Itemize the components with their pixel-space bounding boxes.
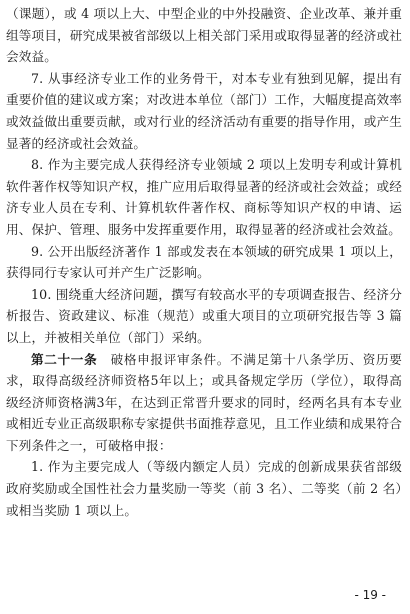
paragraph-continuation: （课题），或 4 项以上大、中型企业的中外投融资、企业改革、兼并重组等项目，研究成果被省部级以上相关部门采用或取得显著的经济或社会效益。 (6, 6, 402, 65)
paragraph-item-7: 7. 从事经济专业工作的业务骨干，对本专业有独到见解，提出有重要价值的建议或方案；对改进本单位（部门）工作，大幅度提高效率或效益做出重要贡献，或对行业的经济活动有重要的指导作用，或产生显著的经济或社会效益。 (6, 70, 402, 151)
document-body (6, 3, 402, 521)
paragraph-item-9: 9. 公开出版经济著作 1 部或发表在本领域的研究成果 1 项以上，获得同行专家认可并产生广泛影响。 (6, 243, 402, 281)
article-21-body: 破格申报评审条件。不满足第十八条学历、资历要求，取得高级经济师资格5年以上；或具备规定学历（学位），取得高级经济师资格满3年，在达到正常晋升要求的同时，经两名具有本专业或相近专业正高级职称专家提供书面推荐意见，且工作业绩和成果符合下列条件之一，可破格申报： (6, 351, 402, 453)
paragraph-item-8: 8. 作为主要完成人获得经济专业领域 2 项以上发明专利或计算机软件著作权等知识产权，推广应用后取得显著的经济或社会效益；或经济专业人员在专利、计算机软件著作权、商标等知识产权的申请、运用、保护、管理、服务中发挥重要作用，取得显著的经济或社会效益。 (6, 157, 402, 237)
article-21-heading: 第二十一条 (31, 351, 98, 367)
page-number: - 19 - (354, 588, 386, 602)
article-21-paragraph (6, 349, 402, 457)
paragraph-breakthrough-item-1: 1. 作为主要完成人（等级内额定人员）完成的创新成果获省部级政府奖励或全国性社会力量奖励一等奖（前 3 名）、二等奖（前 2 名）或相当奖励 1 项以上。 (6, 459, 402, 518)
paragraph-item-10: 10. 围绕重大经济问题，撰写有较高水平的专项调查报告、经济分析报告、资政建议、标准（规范）或重大项目的立项研究报告等 3 篇以上，并被相关单位（部门）采纳。 (6, 286, 402, 345)
